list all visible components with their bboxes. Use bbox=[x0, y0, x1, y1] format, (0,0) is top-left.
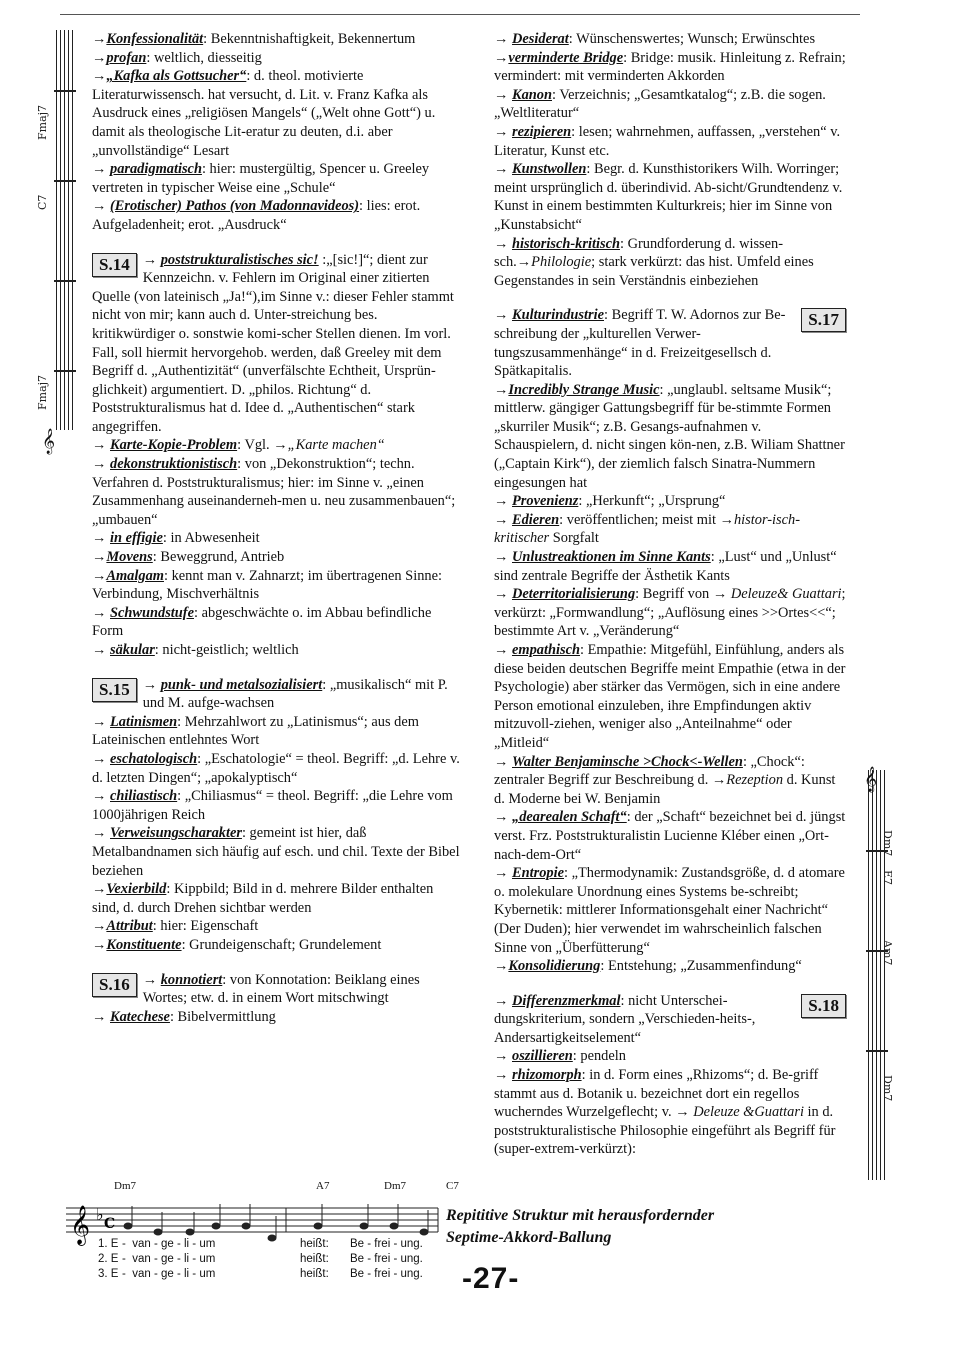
glossary-term: Vexierbild bbox=[106, 881, 167, 898]
glossary-entry bbox=[92, 436, 464, 455]
arrow-icon: → bbox=[516, 254, 532, 271]
glossary-entry bbox=[92, 971, 464, 1008]
definition-text: : „Chiliasmus“ = theol. Begriff: „die Lehre vom 1000jährigen Reich bbox=[92, 788, 453, 823]
definition-text: : lesen; wahrnehmen, auffassen, „verstehen“ v. Literatur, Kunst etc. bbox=[494, 123, 841, 159]
definition-text: : lies: erot. Aufgeladenheit; erot. „Ausdruck“ bbox=[92, 198, 421, 233]
arrow-icon: → bbox=[494, 86, 512, 103]
glossary-entry bbox=[92, 548, 464, 567]
left-text-column bbox=[92, 30, 464, 1026]
glossary-entry bbox=[494, 641, 846, 753]
glossary-entry bbox=[494, 957, 846, 976]
glossary-entry bbox=[494, 753, 846, 809]
glossary-entry bbox=[494, 992, 846, 1048]
definition-text: : Beweggrund, Antrieb bbox=[152, 549, 285, 566]
lyric-text: - van - ge - li - um bbox=[122, 1238, 216, 1250]
glossary-term: punk- und metalsozialisiert bbox=[160, 676, 323, 693]
glossary-entry bbox=[92, 787, 464, 824]
definition-text: : Grundforderung d. wissen-sch. bbox=[494, 235, 784, 271]
arrow-icon: → bbox=[494, 549, 512, 566]
definition-text: : „unglaubl. seltsame Musik“; mittlerw. gängiger Gattungsbegriff für be-stimmte Formen „skurriler Musik“; z.B. Gesangs-aufnahmen v. Schauspielern, d. nicht singen kön-nen, z.B. Wiliam Shattner („Captain Kirk“), der ziemlich falsch Sinatra-Nummern eingesungen hat bbox=[494, 381, 845, 491]
arrow-icon: → bbox=[92, 31, 107, 47]
glossary-term: Desiderat bbox=[512, 31, 569, 47]
svg-text:C: C bbox=[104, 1216, 116, 1232]
lyric-text: Be - frei - ung. bbox=[350, 1268, 423, 1280]
definition-text: : d. theol. motivierte Literaturwissensch. hat versucht, d. Lit. v. Franz Kafka als Ausdruck eines „religiösen Mangels“ („Welt ohne Gott“) u. damit als theologische Lit-eratur zu deuten, d.i. aber „unvollständige“ Lesart bbox=[92, 68, 436, 159]
glossary-term: Latinismen bbox=[110, 713, 178, 730]
lyric-text: Be - frei - ung. bbox=[350, 1238, 423, 1250]
definition-text: Sorgfalt bbox=[549, 530, 599, 547]
lyric-text: Be - frei - ung. bbox=[350, 1253, 423, 1265]
arrow-icon: → bbox=[675, 1104, 694, 1121]
definition-text: ; stark verkürzt: das hist. Umfeld eines Gegenstandes in sein Verständnis einbeziehen bbox=[494, 254, 814, 289]
chord-label: Dm7 bbox=[881, 1075, 894, 1102]
svg-text:𝄞: 𝄞 bbox=[70, 1205, 91, 1245]
arrow-icon: → bbox=[494, 49, 509, 66]
glossary-term: dekonstruktionistisch bbox=[110, 456, 238, 473]
lyric-text: heißt: bbox=[300, 1253, 329, 1265]
right-text-column bbox=[494, 30, 846, 1159]
glossary-term: Incredibly Strange Music bbox=[508, 381, 660, 398]
paragraph-gap bbox=[494, 976, 846, 992]
arrow-icon: → bbox=[494, 586, 512, 603]
glossary-term: historisch-kritisch bbox=[512, 235, 620, 252]
glossary-term: Kulturindustrie bbox=[512, 307, 604, 324]
definition-text: : Begr. d. Kunsthistorikers Wilh. Worringer; meint ursprünglich d. überindivid. Ab-sicht/Grundtendenz v. Kunst in einem bestimmten Kulturkreis; hier im Sinne von „Kunstabsicht“ bbox=[494, 161, 843, 233]
glossary-entry bbox=[92, 676, 464, 713]
arrow-icon: → bbox=[494, 642, 512, 658]
chord-label: C7 bbox=[446, 1180, 459, 1192]
glossary-term: in effigie bbox=[110, 530, 163, 547]
definition-text: : in Abwesenheit bbox=[162, 530, 260, 547]
glossary-entry bbox=[92, 567, 464, 604]
cross-reference: Deleuze& Guattari bbox=[730, 586, 842, 603]
page-number: -27- bbox=[462, 1262, 520, 1295]
arrow-icon: → bbox=[92, 825, 110, 842]
glossary-entry bbox=[92, 880, 464, 917]
page-reference-box: S.14 bbox=[92, 253, 137, 277]
definition-text: : Bridge: musik. Hinleitung z. Refrain; vermindert: mit verminderten Akkorden bbox=[494, 49, 846, 85]
definition-text: : Vgl. bbox=[237, 437, 274, 454]
lyric-text: 3. E bbox=[98, 1268, 119, 1280]
cross-reference: Rezeption bbox=[726, 772, 784, 789]
glossary-term: Katechese bbox=[110, 1008, 170, 1025]
definition-text: : „musikalisch“ mit P. und M. aufge-wachsen bbox=[142, 676, 448, 712]
glossary-term: Verweisungscharakter bbox=[110, 825, 242, 842]
glossary-entry bbox=[494, 1047, 846, 1066]
arrow-icon: → bbox=[494, 31, 512, 47]
arrow-icon: → bbox=[494, 123, 512, 140]
glossary-entry bbox=[92, 529, 464, 548]
definition-text: : „Eschatologie“ = theol. Begriff: „d. Lehre v. d. letzten Dingen“; „apokalyptisch“ bbox=[92, 750, 460, 786]
arrow-icon: → bbox=[494, 809, 512, 826]
glossary-entry bbox=[92, 641, 464, 660]
lyric-text: heißt: bbox=[300, 1238, 329, 1250]
glossary-term: säkular bbox=[110, 642, 155, 658]
glossary-entry bbox=[92, 750, 464, 787]
glossary-term: Konfessionalität bbox=[106, 31, 204, 47]
arrow-icon: → bbox=[92, 750, 110, 767]
arrow-icon: → bbox=[494, 381, 509, 398]
glossary-term: Karte-Kopie-Problem bbox=[110, 437, 238, 454]
glossary-entry bbox=[494, 235, 846, 291]
caption-line: Repititive Struktur mit herausfordernder bbox=[446, 1207, 715, 1224]
glossary-entry bbox=[494, 808, 846, 864]
glossary-entry bbox=[494, 160, 846, 234]
glossary-entry bbox=[92, 936, 464, 955]
glossary-term: eschatologisch bbox=[110, 750, 198, 767]
arrow-icon: → bbox=[494, 958, 509, 975]
definition-text: : in d. Form eines „Rhizoms“; d. Be-griff stammt aus d. Botanik u. bezeichnet dort ein regellos wucherndes Wurzelgeflecht; v. bbox=[494, 1067, 819, 1121]
glossary-term: empathisch bbox=[512, 642, 580, 658]
cross-reference: „Karte machen“ bbox=[287, 437, 385, 454]
arrow-icon: → bbox=[92, 68, 107, 85]
definition-text: : Empathie: Mitgefühl, Einfühlung, anders als diese beiden deutschen Begriffe meint Empathie (etwa in der Psychologie) aber stärker das Vermögen, sich in eine andere Person emotional einzuleben, ihre Empfindungen aktiv mitzuvoll-ziehen, weniger also „Anteilnahme“ oder „Mitleid“ bbox=[494, 642, 846, 751]
glossary-term: Provenienz bbox=[512, 493, 579, 510]
definition-text: : hier: Eigenschaft bbox=[152, 918, 259, 935]
lyric-text: 2. E bbox=[98, 1253, 119, 1265]
lyric-text: heißt: bbox=[300, 1268, 329, 1280]
glossary-term: Unlustreaktionen im Sinne Kants bbox=[512, 549, 711, 566]
definition-text: : weltlich, diesseitig bbox=[146, 49, 262, 66]
glossary-term: Attribut bbox=[106, 918, 153, 935]
glossary-entry bbox=[494, 548, 846, 585]
definition-text: ; verkürzt: „Formwandlung“; „Auflösung eines >>Ortes<<“; bestimmte Art v. „Veränderung“ bbox=[494, 586, 846, 640]
treble-clef-icon: 𝄞 bbox=[42, 428, 56, 453]
chord-label: C7 bbox=[36, 194, 49, 210]
chord-label: Fmaj7 bbox=[36, 104, 49, 140]
glossary-term: verminderte Bridge bbox=[508, 49, 624, 66]
arrow-icon: → bbox=[142, 251, 161, 268]
arrow-icon: → bbox=[142, 676, 161, 693]
glossary-entry bbox=[92, 67, 464, 160]
glossary-entry bbox=[92, 197, 464, 234]
glossary-entry bbox=[494, 381, 846, 493]
arrow-icon: → bbox=[142, 971, 161, 988]
paragraph-gap bbox=[92, 955, 464, 971]
definition-text: :„[sic!]“; dient zur Kennzeichn. v. Fehlern im Original einer zitierten Quelle (von lateinisch „Ja!“),im Sinne v.: dieser Fehler stammt nicht von mir; kann auch d. Unter-streichung bes. kritikwürdiger o. sonstwie komi-scher Stellen dienen. Im vorl. Fall, soll hiermit hervorgehob. werden, daß Greeley mit dem Begriff d. „Authentizität“ (unverfälschte Echtheit, Ursprün-glichkeit) argumentiert. D. „philos. Richtung“ d. Poststrukturalismus hat d. Idee d. „Authentischen“ stark angegriffen. bbox=[92, 251, 454, 435]
glossary-entry bbox=[92, 49, 464, 68]
glossary-entry bbox=[494, 585, 846, 641]
glossary-term: poststrukturalistisches sic! bbox=[160, 251, 319, 268]
cross-reference: Philologie bbox=[531, 254, 592, 271]
arrow-icon: → bbox=[92, 456, 110, 473]
glossary-entry bbox=[494, 30, 846, 49]
paragraph-gap bbox=[494, 290, 846, 306]
arrow-icon: → bbox=[92, 198, 110, 215]
definition-text: : von „Dekonstruktion“; techn. Verfahren d. Poststrukturalismus; hier: im Sinne v. „einen Zusammenhang auseinanderneh-men u. neu zusammenbauen“; „umbauen“ bbox=[92, 456, 456, 528]
definition-text: : „Herkunft“; „Ursprung“ bbox=[578, 493, 726, 510]
paragraph-gap bbox=[92, 660, 464, 676]
glossary-entry bbox=[92, 160, 464, 197]
lyric-text: - van - ge - li - um bbox=[122, 1268, 216, 1280]
arrow-icon: → bbox=[494, 235, 512, 252]
arrow-icon: → bbox=[494, 161, 512, 178]
definition-text: : nicht-geistlich; weltlich bbox=[154, 642, 299, 658]
glossary-entry bbox=[92, 455, 464, 529]
definition-text: : Bekenntnishaftigkeit, Bekennertum bbox=[203, 31, 416, 47]
arrow-icon: → bbox=[92, 161, 110, 178]
top-rule bbox=[60, 14, 860, 15]
arrow-icon: → bbox=[92, 549, 107, 566]
arrow-icon: → bbox=[92, 881, 107, 898]
definition-text: : hier: mustergültig, Spencer u. Greeley vertreten in typischer Weise eine „Schule“ bbox=[92, 161, 430, 196]
definition-text: : „Lust“ und „Unlust“ sind zentrale Begriffe der Ästhetik Kants bbox=[494, 549, 837, 584]
definition-text: : „Thermodynamik: Zustandsgröße, d. d atomare o. molekulare Unordnung eines Systems be-schreibt; Kybernetik: mittlerer Informationsgehalt einer Nachricht“ (Der Duden); hier verwendet im wahrscheinlich falschen Sinne von „Überfütterung“ bbox=[494, 865, 845, 956]
caption-line: Septime-Akkord-Ballung bbox=[446, 1229, 612, 1246]
glossary-entry bbox=[494, 1066, 846, 1159]
definition-text: : Grundeigenschaft; Grundelement bbox=[181, 936, 382, 953]
glossary-term: rezipieren bbox=[512, 123, 572, 140]
page-reference-box: S.15 bbox=[92, 678, 137, 702]
glossary-term: Deterritorialisierung bbox=[512, 586, 636, 603]
chord-label: Fmaj7 bbox=[36, 374, 49, 410]
chord-label: Dm7 bbox=[114, 1180, 136, 1192]
glossary-term: Walter Benjaminsche >Chock<-Wellen bbox=[512, 753, 743, 770]
glossary-entry bbox=[494, 306, 846, 380]
arrow-icon: → bbox=[92, 1008, 110, 1025]
definition-text: : gemeint ist hier, daß Metalbandnamen sich häufig auf esch. und chil. Texte der Bibel beziehen bbox=[92, 825, 460, 879]
definition-text: : Verzeichnis; „Gesamtkatalog“; z.B. die sogen. „Weltliteratur“ bbox=[494, 86, 826, 122]
definition-text: : der „Schaft“ bezeichnet bei d. jüngst verst. Frz. Poststrukturalistin Lucienne Kléber einen „Ort-nach-dem-Ort“ bbox=[494, 809, 846, 863]
chord-label: Dm7 bbox=[881, 830, 894, 857]
paragraph-gap bbox=[92, 235, 464, 251]
glossary-entry bbox=[494, 864, 846, 957]
arrow-icon: → bbox=[92, 918, 107, 935]
definition-text: : „Chock“: zentraler Begriff zur Beschreibung d. bbox=[494, 753, 805, 789]
arrow-icon: → bbox=[92, 642, 110, 658]
glossary-term: (Erotischer) Pathos (von Madonnavideos) bbox=[110, 198, 360, 215]
arrow-icon: → bbox=[712, 586, 731, 603]
glossary-term: „dearealen Schaft“ bbox=[512, 809, 627, 826]
lyric-text: 1. E bbox=[98, 1238, 119, 1250]
arrow-icon: → bbox=[92, 936, 107, 953]
definition-text: : Begriff von bbox=[635, 586, 713, 603]
svg-text:♭: ♭ bbox=[96, 1205, 104, 1224]
glossary-term: Kanon bbox=[512, 86, 552, 103]
arrow-icon: → bbox=[494, 1067, 512, 1084]
figure-caption bbox=[446, 1205, 714, 1249]
definition-text: : Entstehung; „Zusammenfindung“ bbox=[600, 958, 802, 975]
glossary-term: rhizomorph bbox=[512, 1067, 582, 1084]
glossary-term: Edieren bbox=[512, 511, 560, 528]
definition-text: : Begriff T. W. Adornos zur Be-schreibung der „kulturellen Verwer-tungszusammenhänge“ in d. Freizeitgesellsch d. Spätkapitalis. bbox=[494, 307, 786, 380]
definition-text: : Bibelvermittlung bbox=[169, 1008, 276, 1025]
definition-text: in d. poststrukturalistische Philosophie eingeführt als Begriff für (super-extrem-verkürzt): bbox=[494, 1104, 836, 1158]
definition-text: : pendeln bbox=[572, 1048, 626, 1065]
glossary-entry bbox=[494, 86, 846, 123]
definition-text: : abgeschwächte o. im Abbau befindliche Form bbox=[92, 604, 432, 640]
arrow-icon: → bbox=[494, 307, 512, 324]
glossary-entry bbox=[494, 511, 846, 548]
glossary-entry bbox=[494, 49, 846, 86]
arrow-icon: → bbox=[92, 567, 107, 584]
glossary-entry bbox=[92, 1008, 464, 1027]
glossary-term: konnotiert bbox=[160, 971, 223, 988]
glossary-term: paradigmatisch bbox=[110, 161, 202, 178]
glossary-term: chiliastisch bbox=[110, 788, 178, 805]
glossary-term: Schwundstufe bbox=[110, 604, 194, 621]
definition-text: : kennt man v. Zahnarzt; im übertragenen Sinne: Verbindung, Mischverhältnis bbox=[92, 567, 442, 603]
definition-text: : nicht Unterschei-dungskriterium, sondern „Verschieden-heits-, Andersartigkeitselement“ bbox=[494, 992, 756, 1046]
lyric-text: - van - ge - li - um bbox=[122, 1253, 216, 1265]
glossary-term: oszillieren bbox=[512, 1048, 573, 1065]
glossary-term: Differenzmerkmal bbox=[512, 992, 621, 1009]
definition-text: : veröffentlichen; meist mit bbox=[559, 511, 720, 528]
arrow-icon: → bbox=[719, 511, 734, 528]
definition-text: d. Kunst d. Moderne bei W. Benjamin bbox=[494, 772, 836, 807]
arrow-icon: → bbox=[92, 530, 110, 547]
page-reference-box: S.18 bbox=[801, 994, 846, 1018]
arrow-icon: → bbox=[92, 437, 110, 454]
cross-reference: Deleuze &Guattari bbox=[693, 1104, 804, 1121]
chord-label: Am7 bbox=[881, 940, 894, 966]
glossary-term: Konstituente bbox=[106, 936, 182, 953]
definition-text: : Wünschenswertes; Wunsch; Erwünschtes bbox=[568, 31, 816, 47]
arrow-icon: → bbox=[494, 992, 512, 1009]
arrow-icon: → bbox=[494, 493, 512, 510]
glossary-term: profan bbox=[106, 49, 147, 66]
chord-label: A7 bbox=[316, 1180, 330, 1192]
glossary-term: Movens bbox=[106, 549, 153, 566]
glossary-entry bbox=[92, 824, 464, 880]
glossary-term: Konsolidierung bbox=[508, 958, 601, 975]
definition-text: : von Konnotation: Beiklang eines Wortes; etw. d. in einem Wort mitschwingt bbox=[142, 971, 420, 1007]
glossary-entry bbox=[494, 492, 846, 511]
treble-clef-icon: 𝄞 bbox=[864, 766, 878, 791]
arrow-icon: → bbox=[92, 49, 107, 66]
glossary-term: Kunstwollen bbox=[512, 161, 587, 178]
cross-reference: histor-isch-kritischer bbox=[494, 511, 801, 547]
arrow-icon: → bbox=[711, 772, 727, 789]
chord-label: Dm7 bbox=[384, 1180, 406, 1192]
chord-label: E7 bbox=[881, 870, 894, 886]
glossary-entry bbox=[92, 917, 464, 936]
glossary-entry bbox=[92, 30, 464, 49]
arrow-icon: → bbox=[92, 604, 110, 621]
arrow-icon: → bbox=[92, 713, 110, 730]
glossary-entry bbox=[92, 251, 464, 437]
arrow-icon: → bbox=[494, 1048, 512, 1065]
glossary-term: Amalgam bbox=[106, 567, 164, 584]
page-reference-box: S.16 bbox=[92, 973, 137, 997]
page-reference-box: S.17 bbox=[801, 308, 846, 332]
glossary-entry bbox=[494, 123, 846, 160]
arrow-icon: → bbox=[92, 788, 110, 805]
arrow-icon: → bbox=[494, 865, 512, 882]
arrow-icon: → bbox=[494, 753, 512, 770]
glossary-entry bbox=[92, 604, 464, 641]
glossary-term: Entropie bbox=[512, 865, 564, 882]
arrow-icon: → bbox=[273, 437, 288, 454]
definition-text: : Mehrzahlwort zu „Latinismus“; aus dem Lateinischen entlehntes Wort bbox=[92, 713, 419, 749]
definition-text: : Kippbild; Bild in d. mehrere Bilder enthalten sind, d. durch Drehen sichtbar werden bbox=[92, 881, 434, 916]
glossary-entry bbox=[92, 713, 464, 750]
glossary-term: „Kafka als Gottsucher“ bbox=[106, 68, 247, 85]
arrow-icon: → bbox=[494, 511, 512, 528]
